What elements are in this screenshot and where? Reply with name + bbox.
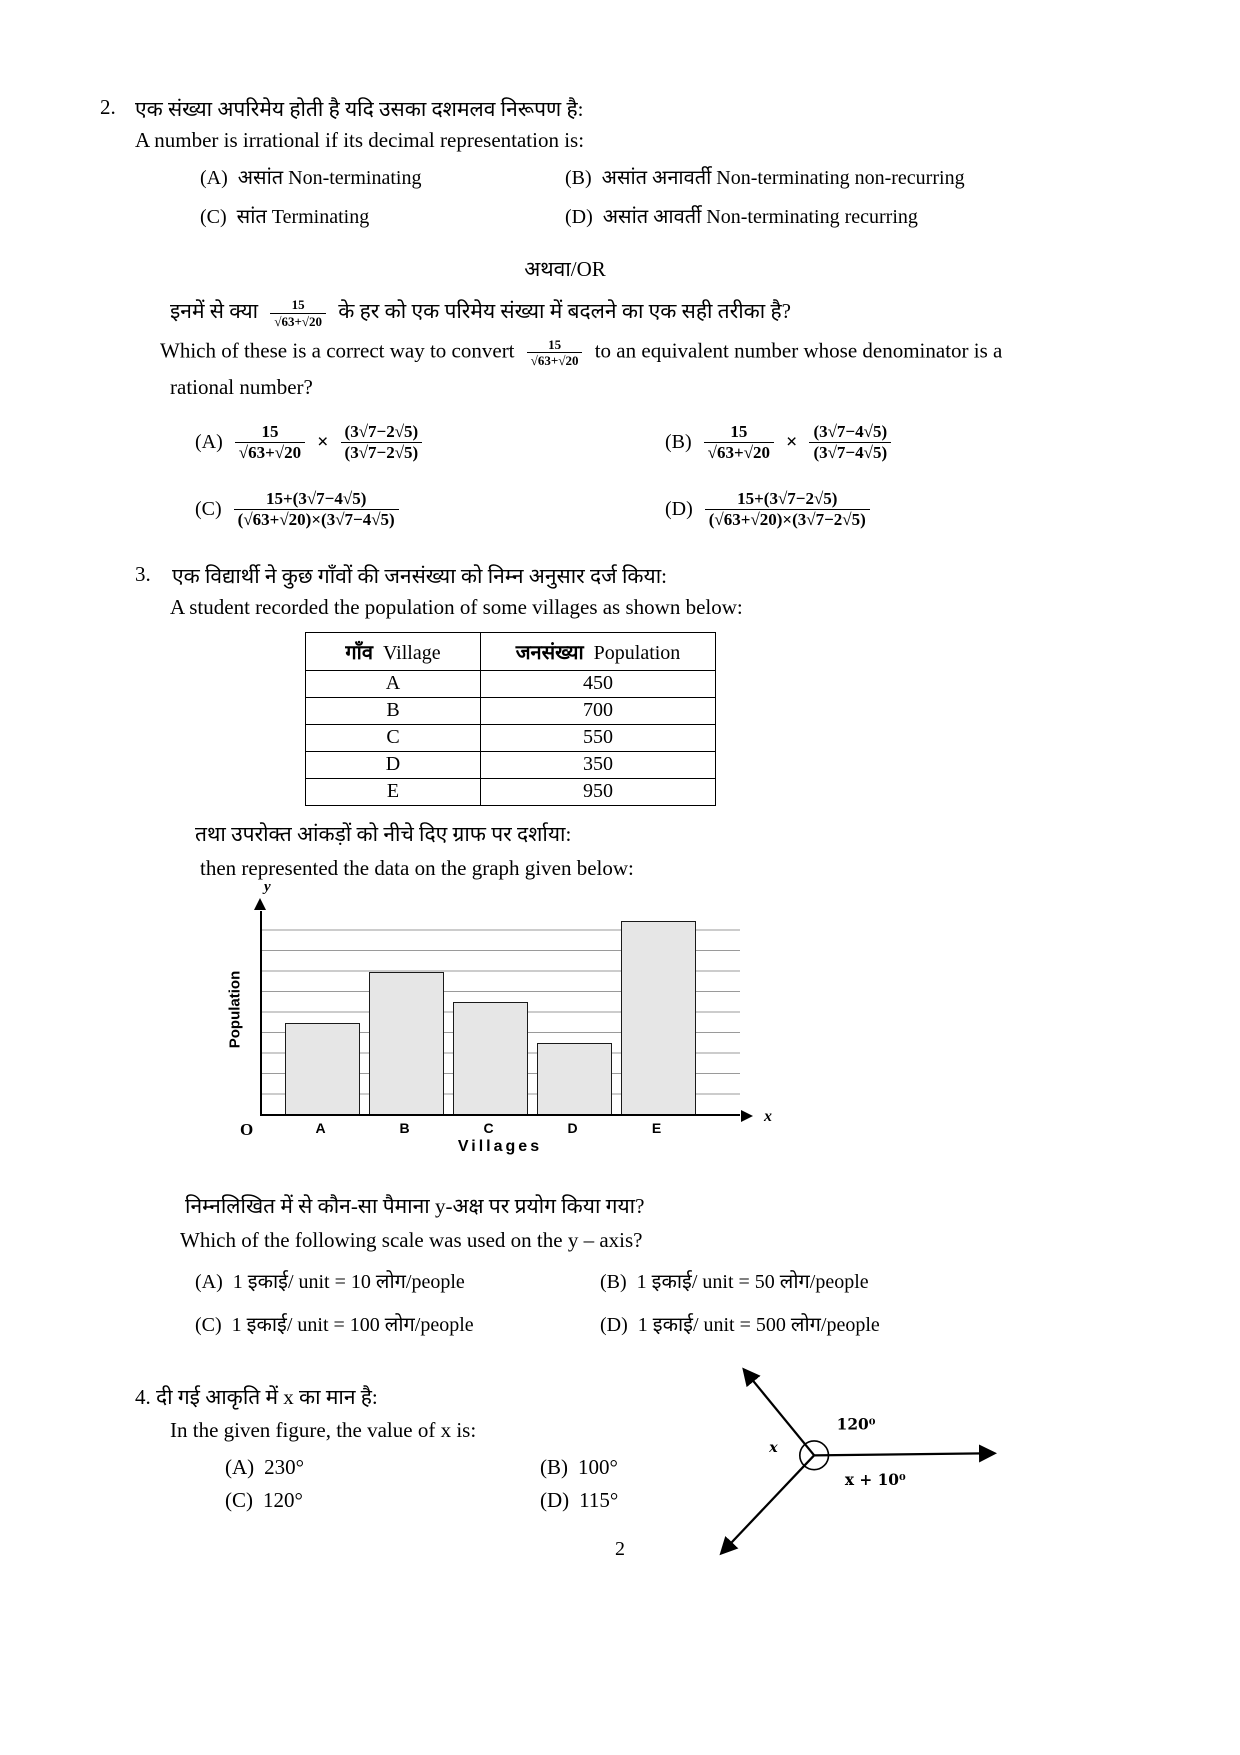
or-option-a (195, 422, 665, 463)
page-number: 2 (615, 1538, 625, 1560)
table-header-village: गाँव Village (306, 632, 481, 670)
or-hindi-post: के हर को एक परिमेय संख्या में बदलने का एक सही तरीका है? (338, 299, 791, 323)
ray-up-left (744, 1370, 814, 1455)
fraction: $\frac{(3√7-4√5)}{(3√7-4√5)}$ (809, 422, 891, 463)
option-label: (B) (540, 1454, 568, 1479)
chart-x-axis-label: Villages (457, 1137, 543, 1155)
question-3 (100, 562, 1190, 1337)
angle-x-plus-10-label: x + 10⁰ (844, 1470, 906, 1489)
or-option-d (665, 489, 1190, 530)
option-text: 230° (264, 1454, 305, 1479)
multiply-sign: × (317, 430, 329, 453)
bar-chart (226, 878, 780, 1156)
option-text: 100° (578, 1454, 618, 1479)
q2-or-hindi (170, 297, 1190, 329)
q4-heading-hindi: 4. दी गई आकृति में x का मान है: (135, 1384, 378, 1409)
table-row: E 950 (306, 778, 716, 805)
y-axis-arrow-icon (254, 898, 266, 910)
q3-text-hindi: एक विद्यार्थी ने कुछ गाँवों की जनसंख्या को निम्न अनुसार दर्ज किया: (172, 563, 667, 588)
q2-or-english-line2: rational number? (170, 374, 313, 399)
option-label: (C) (195, 1313, 222, 1336)
chart-y-axis-label: Population (226, 970, 244, 1049)
option-text: सांत Terminating (236, 206, 370, 228)
q3-text-english: A student recorded the population of some villages as shown below: (170, 594, 743, 619)
q3-option-b (600, 1267, 1190, 1294)
option-label: (D) (600, 1313, 628, 1336)
or-hindi-pre: इनमें से क्या (170, 299, 259, 323)
chart-plot-area (240, 878, 772, 1139)
table-row: D 350 (306, 751, 716, 778)
option-text: असांत आवर्ती Non-terminating recurring (602, 206, 918, 228)
tick-e: E (651, 1119, 662, 1136)
option-label: (B) (600, 1270, 627, 1293)
q2-number: 2. (100, 95, 116, 119)
option-label: (D) (665, 497, 693, 520)
option-label: (B) (565, 167, 592, 189)
option-label: (D) (540, 1487, 570, 1512)
bar-village-d (537, 1043, 612, 1114)
q3-question-english: Which of the following scale was used on the y – axis? (180, 1227, 643, 1252)
option-text: 1 इकाई/ unit = 10 लोग/people (232, 1270, 465, 1293)
option-label: (A) (200, 167, 228, 189)
origin-label: O (240, 1119, 254, 1139)
q2-text-english: A number is irrational if its decimal representation is: (135, 128, 585, 152)
or-option-b (665, 422, 1190, 463)
ray-right (814, 1453, 993, 1455)
q2-or-options (195, 422, 1190, 530)
q3-heading (135, 562, 1190, 590)
q2-option-c (200, 202, 565, 229)
q2-option-a (200, 163, 565, 190)
table-header-row (306, 632, 716, 670)
tick-d: D (567, 1119, 578, 1136)
option-label: (C) (195, 497, 222, 520)
q2-text-hindi: एक संख्या अपरिमेय होती है यदि उसका दशमलव निरूपण है: (135, 97, 584, 121)
option-text: 120° (263, 1487, 303, 1512)
q3-number: 3. (135, 561, 151, 586)
q2-options (200, 163, 1190, 229)
option-text: 1 इकाई/ unit = 500 लोग/people (637, 1313, 880, 1336)
or-divider: अथवा/OR (524, 257, 606, 281)
q3-option-c (195, 1310, 600, 1337)
or-option-c (195, 489, 665, 530)
option-label: (C) (200, 206, 227, 228)
tick-c: C (483, 1119, 494, 1136)
fraction: $\frac{15}{√63+√20}$ (235, 422, 305, 463)
q3-option-d (600, 1310, 1190, 1337)
angle-120-label: 120⁰ (836, 1415, 876, 1434)
q2-heading (100, 95, 1190, 123)
q2-option-d (565, 202, 1190, 229)
option-label: (A) (225, 1454, 255, 1479)
table-row: C 550 (306, 724, 716, 751)
bar-village-c (453, 1002, 528, 1114)
question-4 (100, 1383, 1190, 1513)
q3-options (195, 1267, 1190, 1337)
q3-option-a (195, 1267, 600, 1294)
q4-option-a (225, 1455, 540, 1480)
option-text: असांत अनावर्ती Non-terminating non-recurring (601, 167, 965, 189)
q4-option-c (225, 1488, 540, 1513)
option-text: असांत Non-terminating (237, 167, 422, 189)
option-label: (A) (195, 1270, 223, 1293)
multiply-sign: × (786, 430, 798, 453)
bar-village-e (621, 921, 696, 1114)
x-axis-letter: x (764, 1107, 772, 1125)
x-axis-arrow-icon (741, 1110, 753, 1122)
angle-figure (690, 1358, 1010, 1568)
angle-x-label: x (769, 1440, 778, 1457)
option-text: 1 इकाई/ unit = 50 लोग/people (636, 1270, 869, 1293)
or-english-post: to an equivalent number whose denominator is a (594, 338, 1003, 363)
table-row: A 450 (306, 670, 716, 697)
or-english-pre: Which of these is a correct way to convert (160, 338, 515, 363)
chart-bars (262, 911, 740, 1114)
q3-after-table-hindi: तथा उपरोक्त आंकड़ों को नीचे दिए ग्राफ पर दर्शाया: (195, 821, 572, 846)
fraction: $\frac{15+(3√7-2√5)}{(√63+√20)\times(3√7-2√5)}$ (705, 489, 870, 530)
q4-text-english: In the given figure, the value of x is: (170, 1417, 477, 1442)
option-text: 1 इकाई/ unit = 100 लोग/people (231, 1313, 474, 1336)
table-header-population: जनसंख्या Population (481, 632, 716, 670)
fraction: $\frac{15+(3√7-4√5)}{(√63+√20)\times(3√7-4√5)}$ (234, 489, 399, 530)
q3-after-table-english: then represented the data on the graph given below: (200, 855, 634, 880)
table-row: B 700 (306, 697, 716, 724)
tick-a: A (315, 1119, 326, 1136)
option-label: (C) (225, 1487, 253, 1512)
population-table (305, 632, 716, 806)
q2-or-english (160, 337, 1190, 369)
fraction: $\frac{15}{√63+√20}$ (270, 297, 326, 329)
fraction: $\frac{15}{√63+√20}$ (704, 422, 774, 463)
chart-x-ticks (283, 1116, 780, 1136)
tick-b: B (399, 1119, 410, 1136)
fraction: $\frac{15}{√63+√20}$ (527, 337, 583, 369)
option-text: 115° (579, 1487, 619, 1512)
bar-village-b (369, 972, 444, 1114)
q2-option-b (565, 163, 1190, 190)
bar-village-a (285, 1023, 360, 1114)
option-label: (A) (195, 430, 223, 453)
question-2 (100, 95, 1190, 530)
option-label: (B) (665, 430, 692, 453)
y-axis-letter: y (264, 878, 271, 895)
option-label: (D) (565, 206, 593, 228)
fraction: $\frac{(3√7-2√5)}{(3√7-2√5)}$ (341, 422, 423, 463)
q3-question-hindi: निम्नलिखित में से कौन-सा पैमाना y-अक्ष पर प्रयोग किया गया? (185, 1193, 645, 1218)
